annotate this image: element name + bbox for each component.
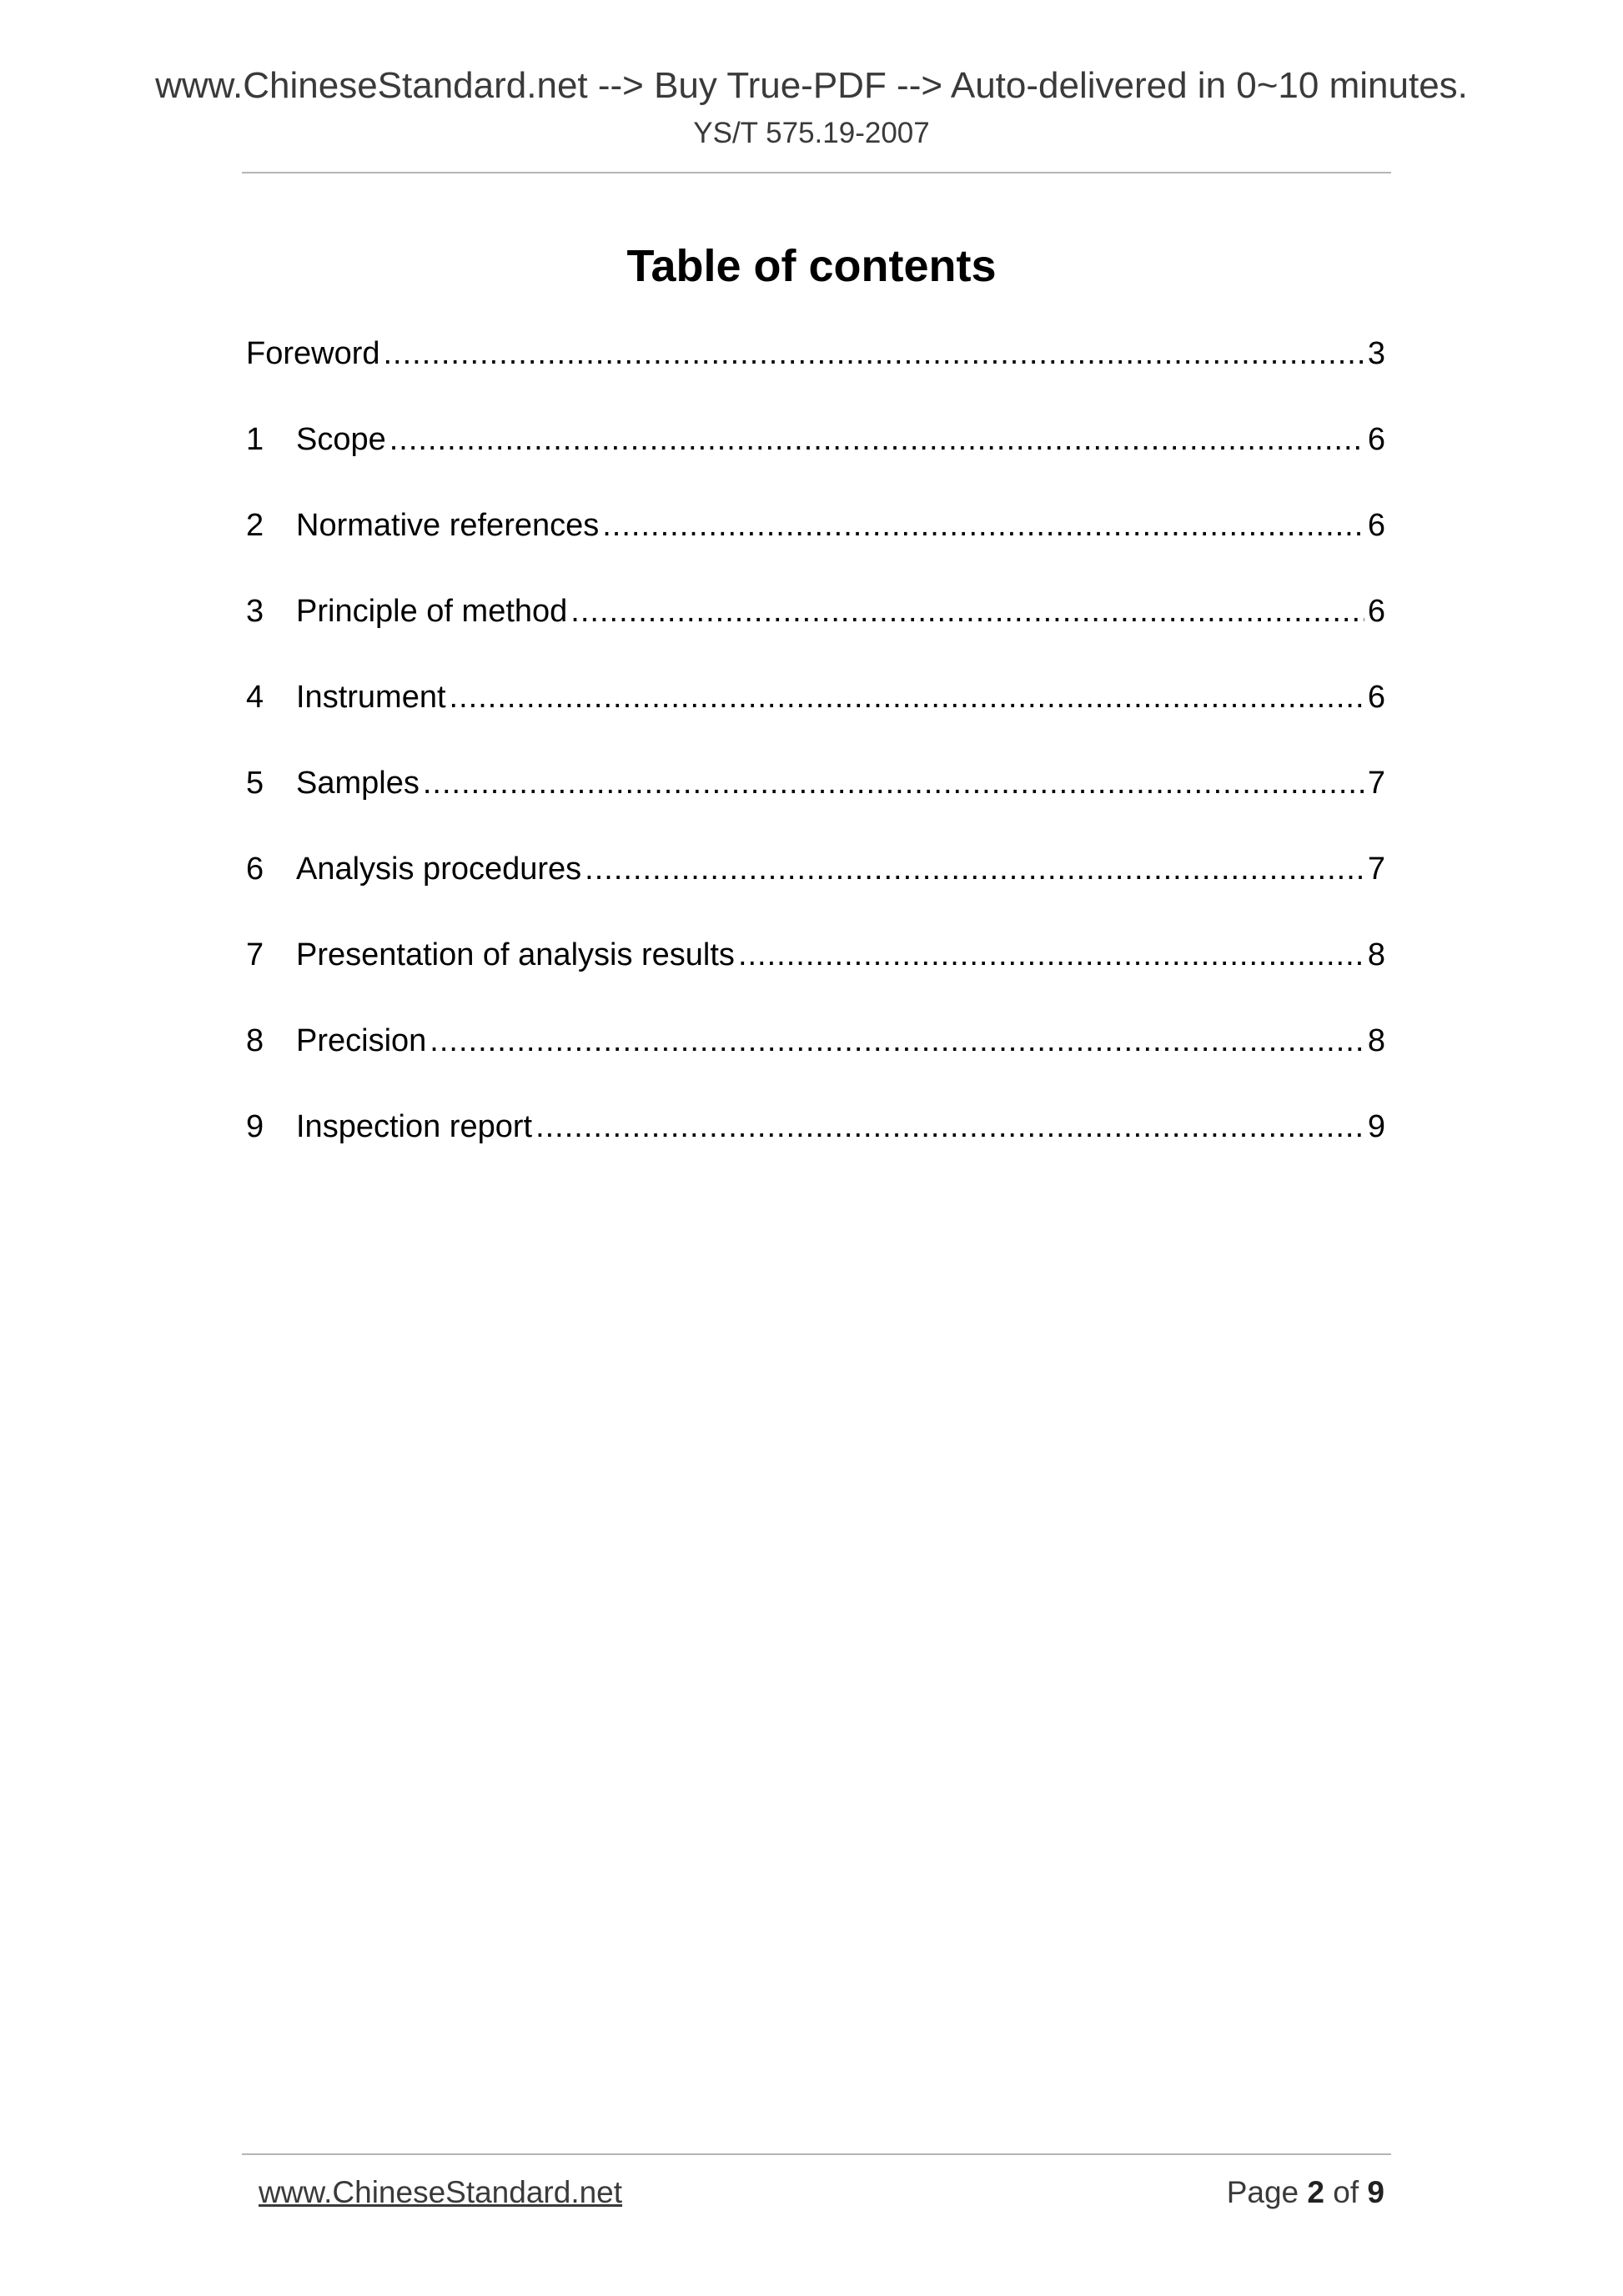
dot-leader xyxy=(450,674,1364,721)
toc-entry-number: 4 xyxy=(246,680,264,715)
header-divider xyxy=(242,172,1391,173)
toc-entry-page: 8 xyxy=(1367,937,1385,972)
toc-entry-page: 7 xyxy=(1367,852,1385,887)
toc-entry-page: 6 xyxy=(1367,680,1385,715)
toc-entry-foreword[interactable] xyxy=(246,330,1385,416)
toc-entry-number: 7 xyxy=(246,937,264,972)
page-current: 2 xyxy=(1307,2175,1324,2209)
dot-leader xyxy=(585,846,1364,892)
toc-entry-number: 2 xyxy=(246,508,264,543)
toc-entry-number: 1 xyxy=(246,422,264,457)
toc-entry-number: 6 xyxy=(246,852,264,887)
toc-entry-label: Presentation of analysis results xyxy=(296,937,735,972)
toc-entry-number: 3 xyxy=(246,594,264,629)
standard-code: YS/T 575.19-2007 xyxy=(693,117,930,149)
footer-divider xyxy=(242,2153,1391,2155)
page-indicator xyxy=(1227,2175,1384,2210)
dot-leader xyxy=(389,416,1364,463)
toc-entry-label: Normative references xyxy=(296,508,600,543)
toc-entry-page: 6 xyxy=(1367,422,1385,457)
toc-entry-page: 8 xyxy=(1367,1023,1385,1058)
header-banner: www.ChineseStandard.net --> Buy True-PDF --> Auto-delivered in 0~10 minutes. xyxy=(155,65,1468,106)
toc-entry-label: Scope xyxy=(296,422,386,457)
toc-list xyxy=(246,330,1385,1189)
toc-entry-label: Analysis procedures xyxy=(296,852,582,887)
dot-leader xyxy=(423,760,1364,806)
toc-entry-principle-of-method[interactable] xyxy=(246,588,1385,674)
dot-leader xyxy=(535,1103,1364,1150)
toc-entry-label: Precision xyxy=(296,1023,427,1058)
toc-entry-analysis-procedures[interactable] xyxy=(246,846,1385,932)
toc-entry-scope[interactable] xyxy=(246,416,1385,502)
toc-entry-number: 9 xyxy=(246,1109,264,1144)
page-prefix: Page xyxy=(1226,2175,1299,2209)
toc-entry-number: 5 xyxy=(246,766,264,801)
toc-entry-label: Instrument xyxy=(296,680,446,715)
dot-leader xyxy=(430,1017,1364,1064)
toc-entry-instrument[interactable] xyxy=(246,674,1385,760)
toc-entry-number: 8 xyxy=(246,1023,264,1058)
dot-leader xyxy=(570,588,1364,635)
dot-leader xyxy=(384,330,1364,377)
toc-entry-label: Foreword xyxy=(246,336,380,371)
toc-entry-page: 6 xyxy=(1367,594,1385,629)
toc-entry-label: Principle of method xyxy=(296,594,568,629)
toc-entry-page: 3 xyxy=(1367,336,1385,371)
toc-entry-presentation-of-results[interactable] xyxy=(246,932,1385,1017)
toc-entry-page: 9 xyxy=(1367,1109,1385,1144)
footer-website-link[interactable]: www.ChineseStandard.net xyxy=(259,2175,623,2209)
toc-entry-label: Samples xyxy=(296,766,420,801)
toc-title: Table of contents xyxy=(626,241,997,291)
toc-entry-page: 6 xyxy=(1367,508,1385,543)
page-total: 9 xyxy=(1367,2175,1384,2209)
toc-entry-inspection-report[interactable] xyxy=(246,1103,1385,1189)
toc-entry-samples[interactable] xyxy=(246,760,1385,846)
toc-entry-page: 7 xyxy=(1367,766,1385,801)
toc-entry-precision[interactable] xyxy=(246,1017,1385,1103)
toc-entry-normative-references[interactable] xyxy=(246,502,1385,588)
page-of: of xyxy=(1333,2175,1359,2209)
toc-entry-label: Inspection report xyxy=(296,1109,533,1144)
dot-leader xyxy=(738,932,1364,978)
dot-leader xyxy=(602,502,1364,549)
